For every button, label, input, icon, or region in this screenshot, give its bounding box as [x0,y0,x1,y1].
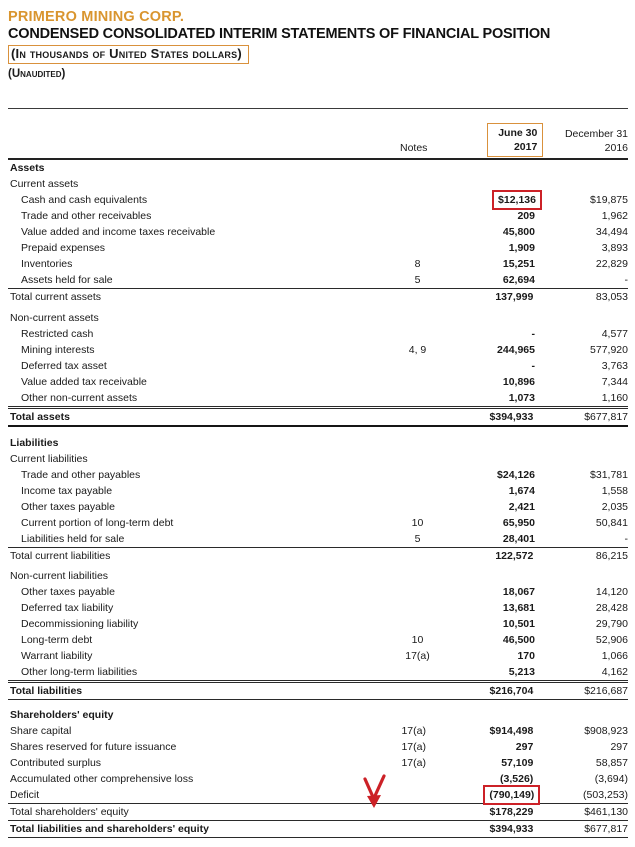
row-value-2017: 2,421 [508,501,535,513]
row-label: Total current liabilities [10,550,111,562]
table-row [8,272,628,288]
table-row [8,531,628,547]
row-label: Total assets [10,411,70,423]
row-value-2016: $216,687 [584,685,628,697]
row-value-2016: 86,215 [595,550,628,562]
table-row [8,739,628,755]
table-row [8,240,628,256]
row-value-2016: 28,428 [595,602,628,614]
table-row [8,584,628,600]
row-value-2017: 297 [515,741,534,753]
row-label: Non-current liabilities [10,570,109,582]
row-notes: 17(a) [401,741,426,753]
unaudited-label: (Unaudited) [8,68,66,80]
table-row [8,483,628,499]
row-label: Current portion of long-term debt [21,517,174,529]
row-value-2016: 52,906 [595,634,628,646]
row-label: Mining interests [21,344,95,356]
row-value-2017: 122,572 [495,550,534,562]
row-value-2017: $178,229 [489,806,534,818]
table-row [8,342,628,358]
company-name: PRIMERO MINING CORP. [8,9,185,25]
row-value-2016: 29,790 [595,618,628,630]
row-label: Long-term debt [21,634,93,646]
row-label: Decommissioning liability [21,618,139,630]
document-title: CONDENSED CONSOLIDATED INTERIM STATEMENTS OF FINANCIAL POSITION [8,26,551,42]
row-value-2016: 1,558 [601,485,628,497]
table-row [8,515,628,531]
row-label: Deferred tax asset [21,360,107,372]
current-period-line2: 2017 [513,141,538,153]
notes-column-header: Notes [399,142,428,154]
row-value-2016: - [624,533,628,545]
row-value-2016: (3,694) [594,773,628,785]
row-notes: 5 [414,533,421,545]
table-row [8,787,628,803]
row-label: Income tax payable [21,485,113,497]
row-label: Accumulated other comprehensive loss [10,773,194,785]
row-value-2016: $677,817 [584,823,628,835]
document-header [8,8,628,81]
section-equity [8,707,628,838]
row-notes: 4, 9 [408,344,427,356]
current-period-line1: June 30 [498,127,538,139]
row-notes: 10 [411,517,424,529]
row-value-2017: 1,073 [508,392,535,404]
table-row [8,616,628,632]
row-value-2016: 577,920 [590,344,628,356]
table-row [8,256,628,272]
row-notes: 8 [414,258,421,270]
table-row [8,435,628,451]
row-value-2017: (3,526) [500,773,534,785]
row-value-2016: 3,893 [601,242,628,254]
row-notes: 17(a) [401,757,426,769]
row-value-2017: 170 [517,650,535,662]
table-row [8,406,628,427]
row-value-2017 [447,192,535,208]
table-row [8,326,628,342]
row-value-2017: 13,681 [502,602,535,614]
row-value-2016: 7,344 [601,376,628,388]
row-label: Prepaid expenses [21,242,106,254]
row-label: Trade and other payables [21,469,141,481]
row-label: Other taxes payable [21,586,115,598]
row-value-2016: 4,162 [601,666,628,678]
table-row [8,310,628,326]
row-value-2016: 1,160 [601,392,628,404]
row-value-2017: 137,999 [495,291,534,303]
row-value-2017: 62,694 [502,274,535,286]
row-label: Current liabilities [10,453,88,465]
row-value-2016: (503,253) [583,789,628,801]
row-notes: 17(a) [401,725,426,737]
row-label: Restricted cash [21,328,94,340]
table-row [8,192,628,208]
row-notes: 17(a) [405,650,430,662]
row-label: Liabilities [10,437,59,449]
prior-period-line1: December 31 [564,128,628,140]
row-value-2016: $19,875 [590,194,628,206]
row-label: Cash and cash equivalents [21,194,148,206]
row-value-2016: 4,577 [601,328,628,340]
row-value-2017: - [531,328,535,340]
row-value-2017 [444,787,534,803]
table-row [8,390,628,406]
table-row [8,499,628,515]
table-body [8,160,628,838]
row-label: Share capital [10,725,72,737]
row-value-2017: 244,965 [497,344,535,356]
row-value-2017: $914,498 [489,725,534,737]
row-label: Warrant liability [21,650,93,662]
row-value-2016: 58,857 [595,757,628,769]
row-label: Inventories [21,258,73,270]
row-value-2017: - [531,360,535,372]
row-value-2016: 2,035 [601,501,628,513]
row-notes: 10 [411,634,424,646]
row-value-2016: $31,781 [590,469,628,481]
row-value-2016: $461,130 [584,806,628,818]
section-current-assets [8,160,628,305]
current-period-column-header [444,123,538,155]
row-label: Shareholders' equity [10,709,114,721]
row-value-2017: 46,500 [502,634,535,646]
table-row [8,208,628,224]
row-value-2016: 3,763 [601,360,628,372]
row-label: Deferred tax liability [21,602,114,614]
table-row [8,568,628,584]
red-box-annotation: $12,136 [492,190,542,210]
row-value-2017: 18,067 [502,586,535,598]
section-noncurrent-assets [8,310,628,427]
table-row [8,648,628,664]
table-row [8,707,628,723]
row-label: Total liabilities [10,685,83,697]
prior-period-line2: 2016 [604,142,628,154]
row-value-2017: 57,109 [501,757,534,769]
row-value-2017: 1,909 [508,242,535,254]
row-value-2017: 5,213 [508,666,535,678]
row-value-2016: 83,053 [595,291,628,303]
row-value-2016: 22,829 [595,258,628,270]
row-value-2017: 28,401 [502,533,535,545]
table-row [8,288,628,305]
table-row [8,224,628,240]
row-value-2017: $394,933 [489,411,534,423]
row-label: Trade and other receivables [21,210,152,222]
row-value-2017: 45,800 [502,226,535,238]
row-value-2017: 10,896 [502,376,535,388]
row-label: Assets [10,162,45,174]
statement-table [8,108,628,838]
table-row [8,680,628,700]
row-label: Value added tax receivable [21,376,147,388]
table-row [8,358,628,374]
row-value-2016: 1,962 [601,210,628,222]
row-notes: 5 [414,274,421,286]
row-value-2017: $24,126 [497,469,535,481]
table-row [8,632,628,648]
row-value-2016: 34,494 [595,226,628,238]
row-label: Other non-current assets [21,392,138,404]
row-value-2017: $216,704 [489,685,534,697]
table-row [8,755,628,771]
row-label: Total shareholders' equity [10,806,129,818]
table-row [8,467,628,483]
table-header-row [8,108,628,160]
row-label: Shares reserved for future issuance [10,741,177,753]
prior-period-column-header [533,127,628,155]
table-row [8,451,628,467]
units-subtitle-boxed: (In thousands of United States dollars) [8,45,249,64]
row-label: Liabilities held for sale [21,533,125,545]
row-value-2016: $677,817 [584,411,628,423]
row-value-2016: - [624,274,628,286]
row-label: Total current assets [10,291,102,303]
section-noncurrent-liabilities [8,568,628,700]
row-value-2016: 14,120 [595,586,628,598]
row-label: Value added and income taxes receivable [21,226,216,238]
row-label: Other taxes payable [21,501,115,513]
row-value-2017: 1,674 [508,485,535,497]
row-label: Other long-term liabilities [21,666,138,678]
row-label: Non-current assets [10,312,99,324]
row-label: Current assets [10,178,79,190]
row-value-2016: 50,841 [595,517,628,529]
row-value-2016: 297 [610,741,628,753]
row-value-2017: $394,933 [489,823,534,835]
section-current-liabilities [8,435,628,564]
row-value-2016: 1,066 [601,650,628,662]
table-row [8,600,628,616]
row-label: Deficit [10,789,40,801]
table-row [8,160,628,176]
row-value-2017: 65,950 [502,517,535,529]
red-box-annotation: (790,149) [483,785,540,805]
row-label: Assets held for sale [21,274,113,286]
table-row [8,723,628,739]
table-row [8,820,628,838]
row-label: Contributed surplus [10,757,102,769]
row-value-2017: 10,501 [502,618,535,630]
row-label: Total liabilities and shareholders' equity [10,823,209,835]
table-row [8,374,628,390]
table-row [8,803,628,820]
table-row [8,547,628,564]
row-value-2017: 15,251 [502,258,535,270]
row-value-2016: $908,923 [584,725,628,737]
row-value-2017: 209 [517,210,535,222]
table-row [8,664,628,680]
